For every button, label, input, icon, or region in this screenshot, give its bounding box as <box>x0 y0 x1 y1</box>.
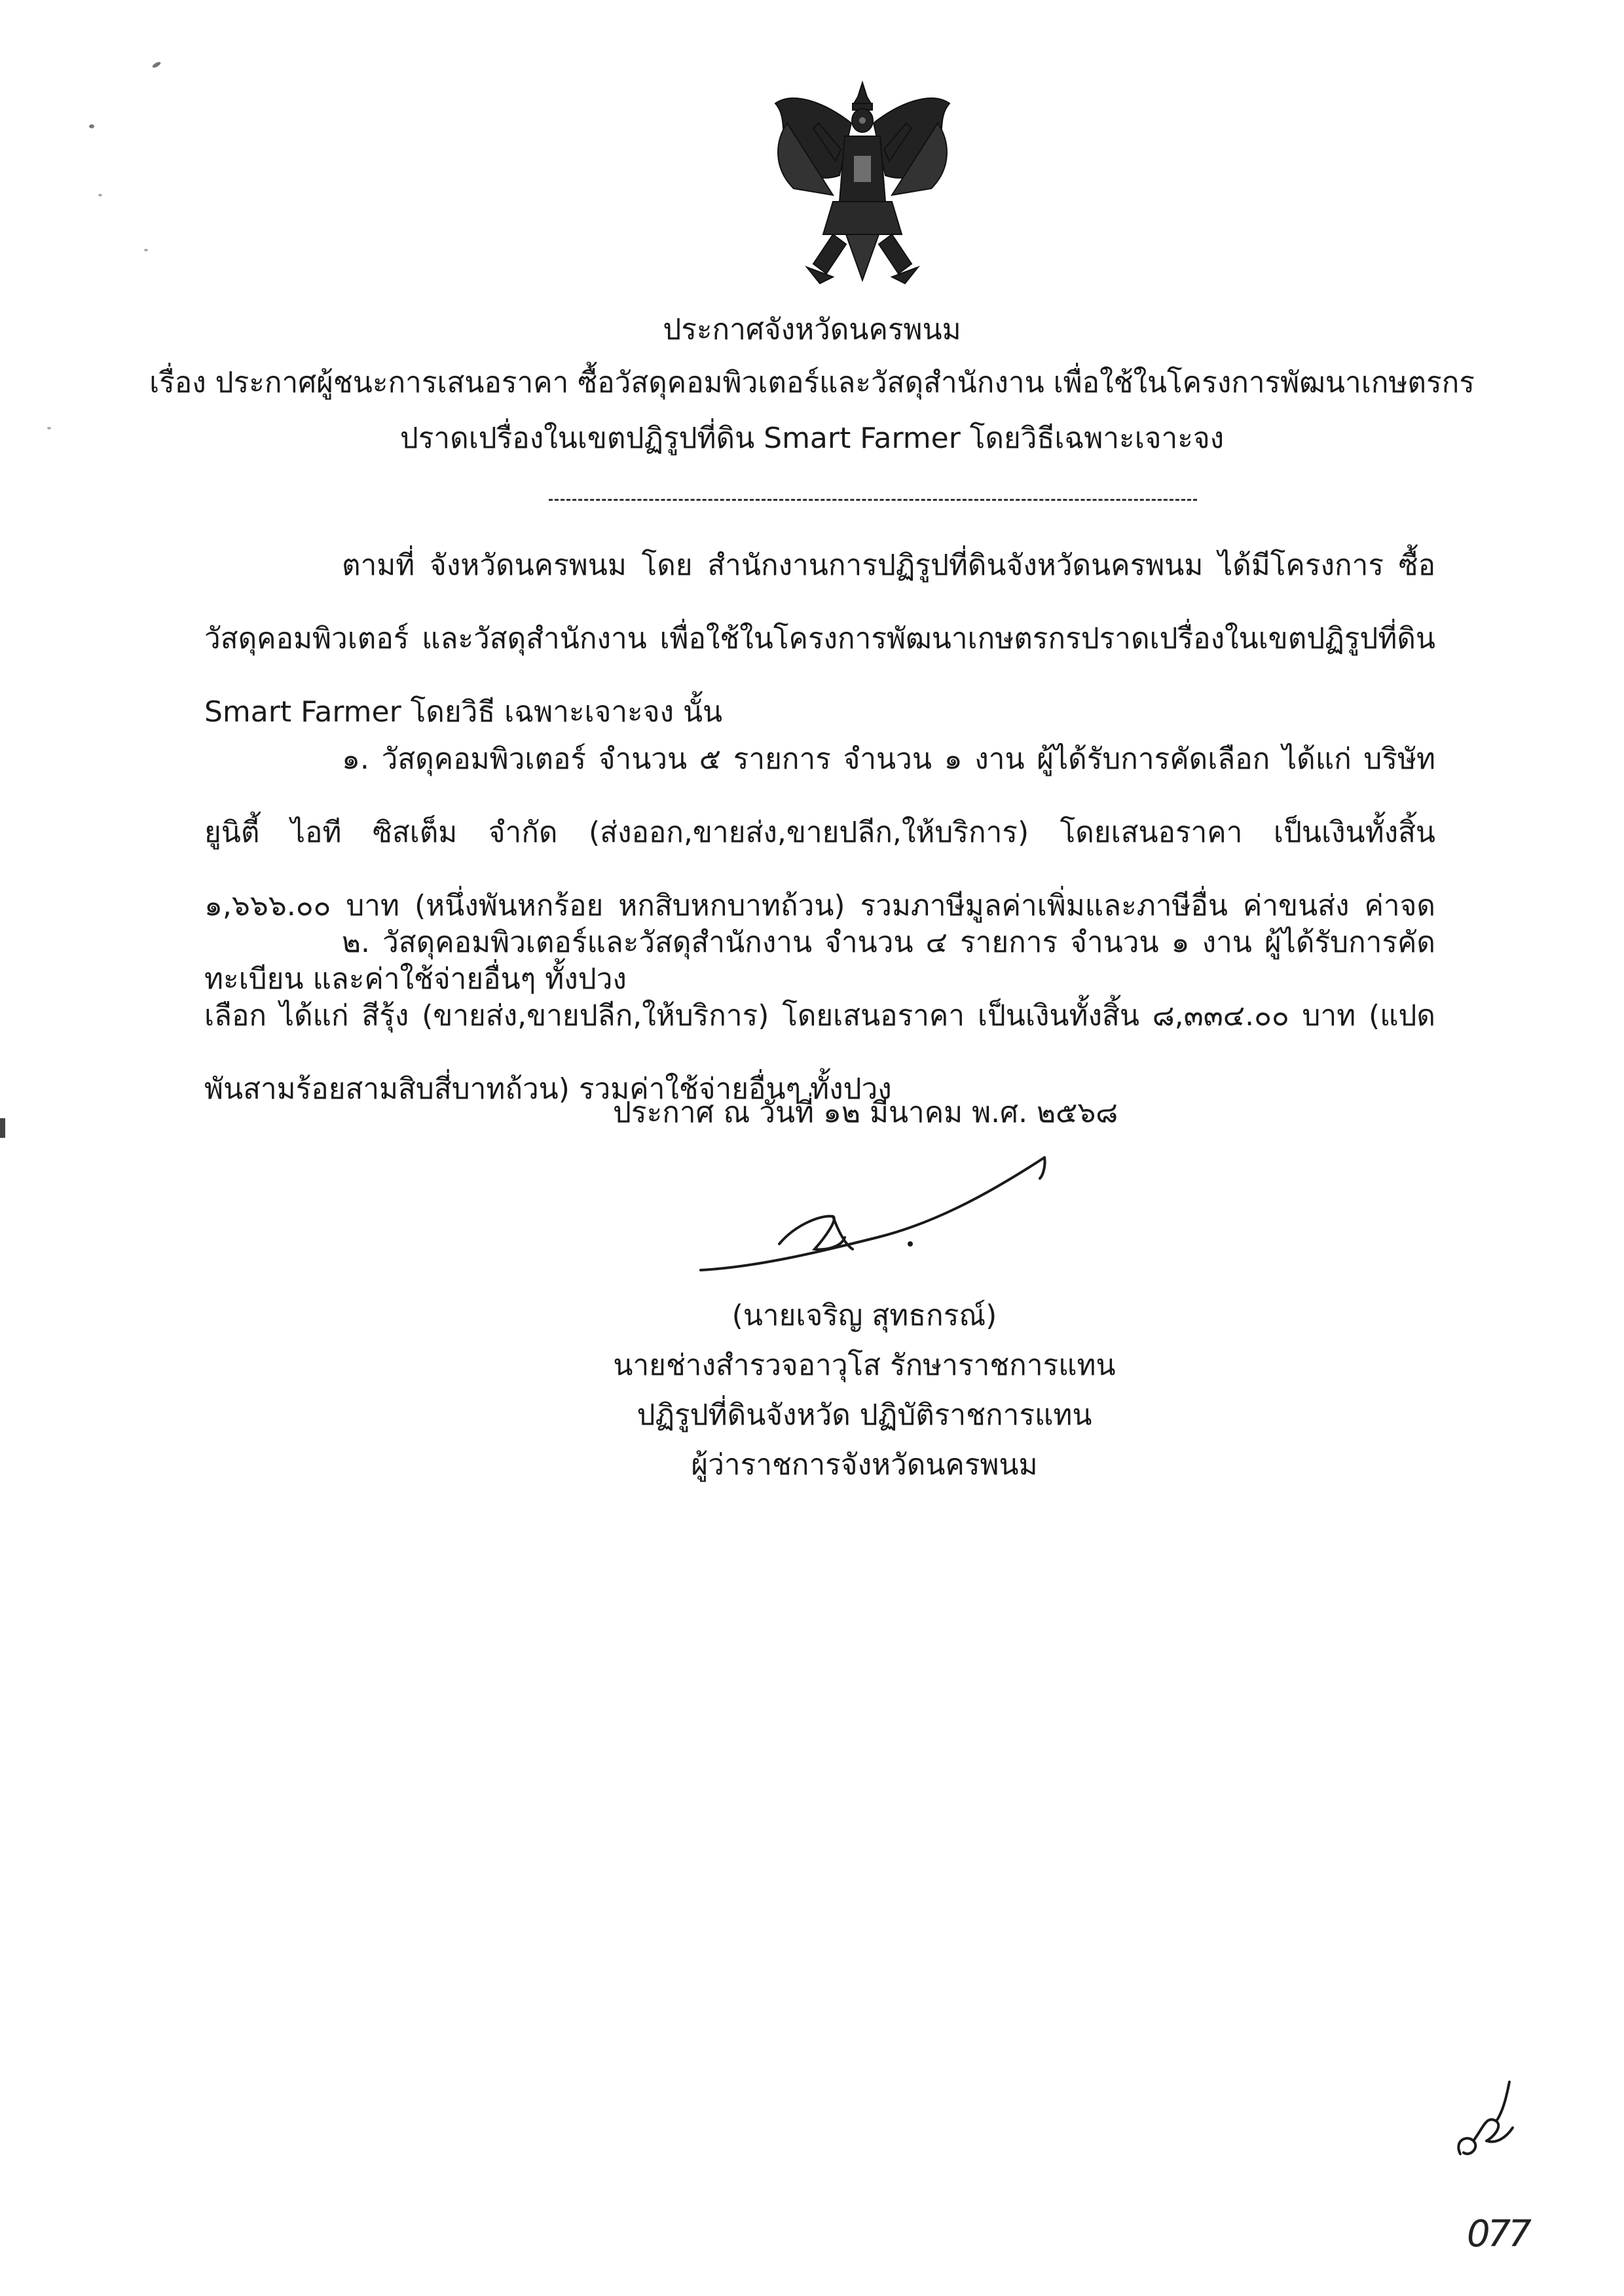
signatory-position-2: ปฏิรูปที่ดินจังหวัด ปฏิบัติราชการแทน <box>637 1398 1092 1432</box>
scan-speck <box>98 194 102 196</box>
signatory-position-3: ผู้ว่าราชการจังหวัดนครพนม <box>691 1448 1038 1482</box>
signature-icon <box>681 1139 1048 1290</box>
subject-line-2: ปราดเปรื่องในเขตปฏิรูปที่ดิน Smart Farmer โดยวิธีเฉพาะเจาะจง <box>399 422 1225 455</box>
announcement-title: ประกาศจังหวัดนครพนม <box>663 313 961 346</box>
handwritten-initials-icon <box>1447 2075 1519 2167</box>
handwritten-page-number: 077 <box>1467 2213 1529 2255</box>
announcement-date: ประกาศ ณ วันที่ ๑๒ มีนาคม พ.ศ. ๒๕๖๘ <box>613 1096 1118 1129</box>
garuda-emblem-icon <box>767 77 957 287</box>
intro-paragraph: ตามที่ จังหวัดนครพนม โดย สำนักงานการปฏิรูปที่ดินจังหวัดนครพนม ได้มีโครงการ ซื้อวัสดุคอมพิวเตอร์ และวัสดุสำนักงาน เพื่อใช้ในโครงการพัฒนาเกษตรกรปราดเปรื่องในเขตปฏิรูปที่ดิน Smart Farmer โดยวิธี เฉพาะเจาะจง นั้น <box>204 549 1435 729</box>
scan-speck <box>89 124 94 128</box>
signatory-position-1: นายช่างสำรวจอาวุโส รักษาราชการแทน <box>613 1349 1116 1382</box>
signatory-name: (นายเจริญ สุทธกรณ์) <box>731 1299 997 1332</box>
scan-speck <box>47 427 51 429</box>
winner-item-1-paragraph: ๑. วัสดุคอมพิวเตอร์ จำนวน ๕ รายการ จำนวน ๑ งาน ผู้ได้รับการคัดเลือก ได้แก่ บริษัท ยูนิตี้ ไอที ซิสเต็ม จำกัด (ส่งออก,ขายส่ง,ขายปลีก,ให้บริการ) โดยเสนอราคา เป็นเงินทั้งสิ้น ๑,๖๖๖.๐๐ บาท (หนึ่งพันหกร้อย หกสิบหกบาทถ้วน) รวมภาษีมูลค่าเพิ่มและภาษีอื่น ค่าขนส่ง ค่าจดทะเบียน และค่าใช้จ่ายอื่นๆ ทั้งปวง <box>204 742 1436 996</box>
scan-speck <box>151 61 161 69</box>
subject-line-1: เรื่อง ประกาศผู้ชนะการเสนอราคา ซื้อวัสดุคอมพิวเตอร์และวัสดุสำนักงาน เพื่อใช้ในโครงการพัฒนาเกษตรกร <box>149 366 1475 399</box>
winner-item-2-paragraph: ๒. วัสดุคอมพิวเตอร์และวัสดุสำนักงาน จำนวน ๔ รายการ จำนวน ๑ งาน ผู้ได้รับการคัดเลือก ได้แก่ สีรุ้ง (ขายส่ง,ขายปลีก,ให้บริการ) โดยเสนอราคา เป็นเงินทั้งสิ้น ๘,๓๓๔.๐๐ บาท (แปดพันสามร้อยสามสิบสี่บาทถ้วน) รวมค่าใช้จ่ายอื่นๆ ทั้งปวง <box>204 926 1435 1106</box>
dashed-divider <box>549 499 1197 501</box>
scan-speck <box>144 249 148 251</box>
signatory-block <box>570 1291 1159 1490</box>
scan-edge-mark <box>0 1118 5 1138</box>
